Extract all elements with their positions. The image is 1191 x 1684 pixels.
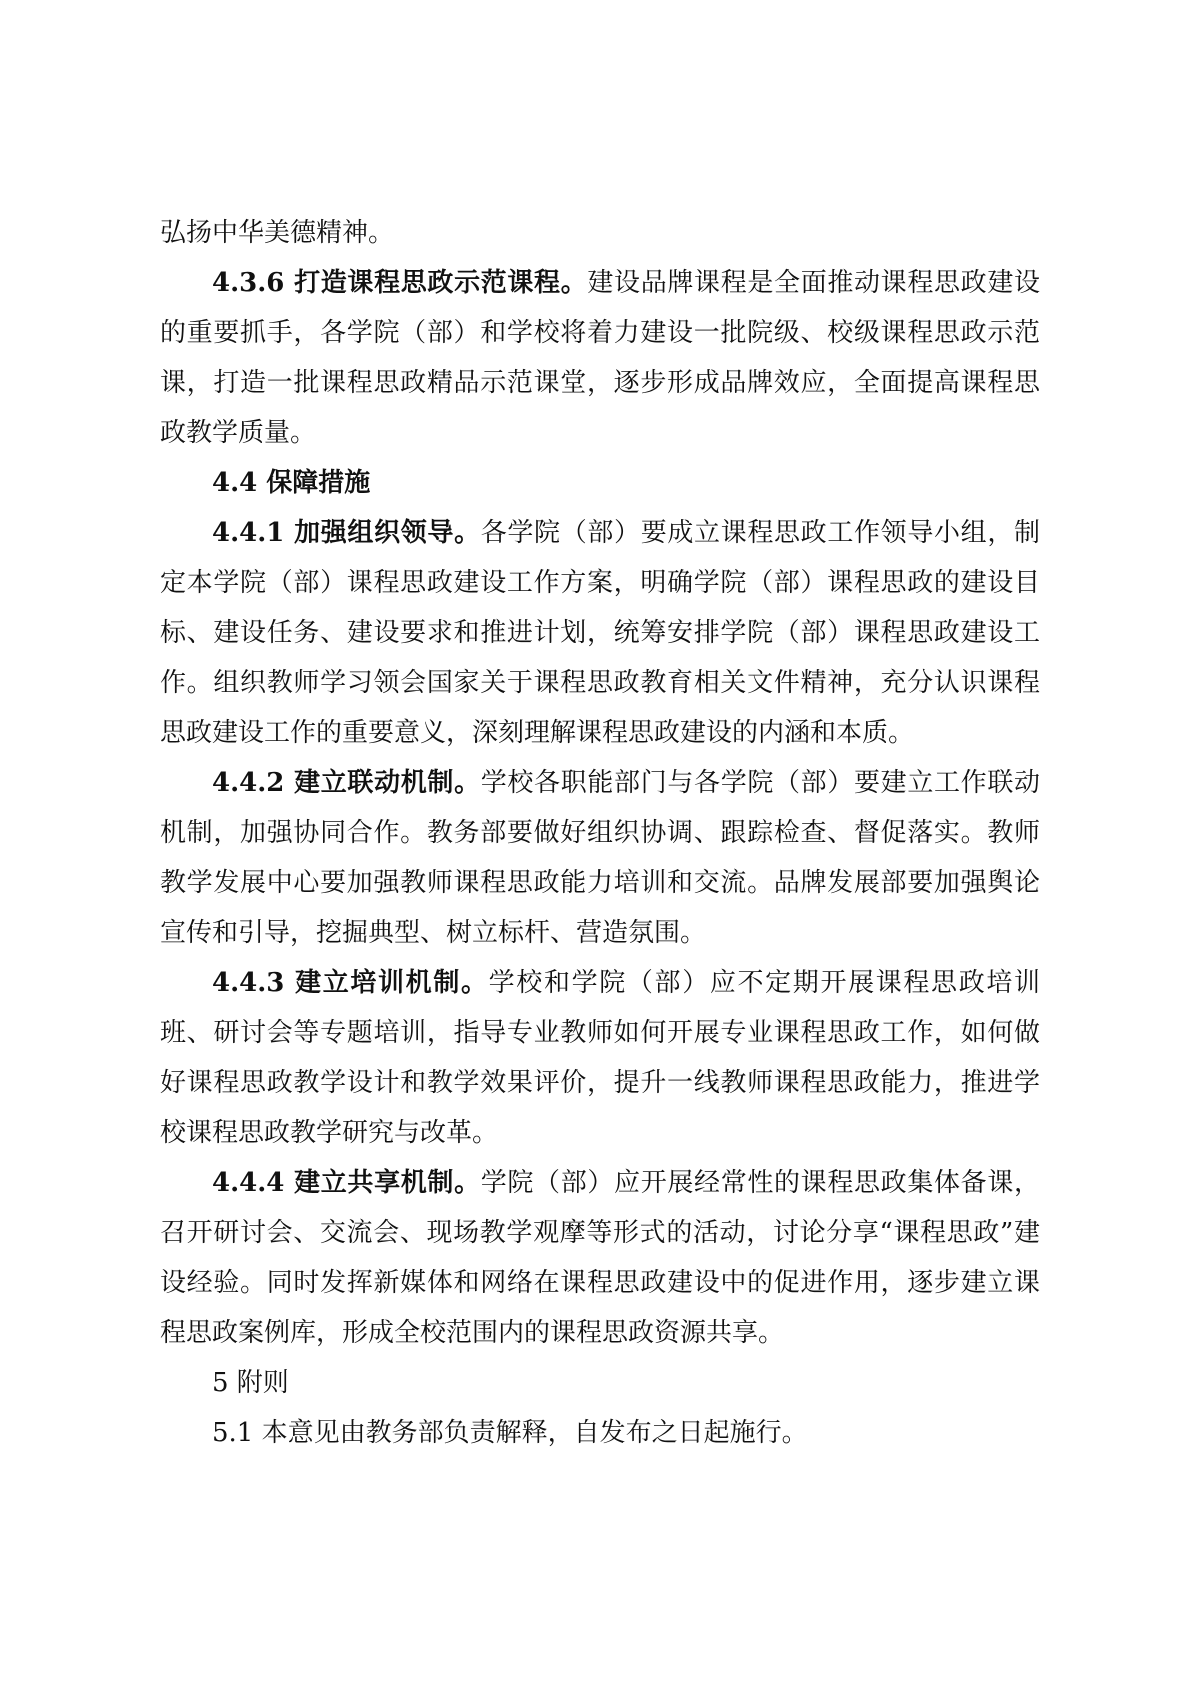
paragraph-4-3-6 (160, 258, 1040, 458)
paragraph-4-3-6-body: 建设品牌课程是全面推动课程思政建设的重要抓手，各学院（部）和学校将着力建设一批院级、校级课程思政示范课，打造一批课程思政精品示范课堂，逐步形成品牌效应，全面提高课程思政教学质量。 (160, 268, 1040, 448)
paragraph-4-4-1-body: 各学院（部）要成立课程思政工作领导小组，制定本学院（部）课程思政建设工作方案，明确学院（部）课程思政的建设目标、建设任务、建设要求和推进计划，统筹安排学院（部）课程思政建设工作。组织教师学习领会国家关于课程思政教育相关文件精神，充分认识课程思政建设工作的重要意义，深刻理解课程思政建设的内涵和本质。 (160, 518, 1040, 748)
paragraph-4-4-2-body: 学校各职能部门与各学院（部）要建立工作联动机制，加强协同合作。教务部要做好组织协调、跟踪检查、督促落实。教师教学发展中心要加强教师课程思政能力培训和交流。品牌发展部要加强舆论宣传和引导，挖掘典型、树立标杆、营造氛围。 (160, 768, 1040, 948)
paragraph-4-4-3-heading: 4.4.3 建立培训机制。 (212, 968, 489, 998)
continuation-paragraph: 弘扬中华美德精神。 (160, 218, 395, 248)
document-page (160, 208, 1040, 1458)
paragraph-4-4-2 (160, 758, 1040, 958)
paragraph-4-4-1-heading: 4.4.1 加强组织领导。 (212, 518, 481, 548)
paragraph-4-3-6-heading: 4.3.6 打造课程思政示范课程。 (212, 268, 588, 298)
paragraph-4-4-3-body: 学校和学院（部）应不定期开展课程思政培训班、研讨会等专题培训，指导专业教师如何开展专业课程思政工作，如何做好课程思政教学设计和教学效果评价，提升一线教师课程思政能力，推进学校课程思政教学研究与改革。 (160, 968, 1040, 1148)
paragraph-4-4-2-heading: 4.4.2 建立联动机制。 (212, 768, 481, 798)
section-4-4-heading: 4.4 保障措施 (212, 468, 371, 498)
paragraph-4-4-4 (160, 1158, 1040, 1358)
paragraph-4-4-4-body: 学院（部）应开展经常性的课程思政集体备课，召开研讨会、交流会、现场教学观摩等形式的活动，讨论分享“课程思政”建设经验。同时发挥新媒体和网络在课程思政建设中的促进作用，逐步建立课程思政案例库，形成全校范围内的课程思政资源共享。 (160, 1168, 1040, 1348)
section-5-heading: 5 附则 (212, 1368, 289, 1398)
paragraph-4-4-1 (160, 508, 1040, 758)
paragraph-5-1: 5.1 本意见由教务部负责解释，自发布之日起施行。 (212, 1418, 808, 1448)
paragraph-4-4-3 (160, 958, 1040, 1158)
paragraph-4-4-4-heading: 4.4.4 建立共享机制。 (212, 1168, 481, 1198)
